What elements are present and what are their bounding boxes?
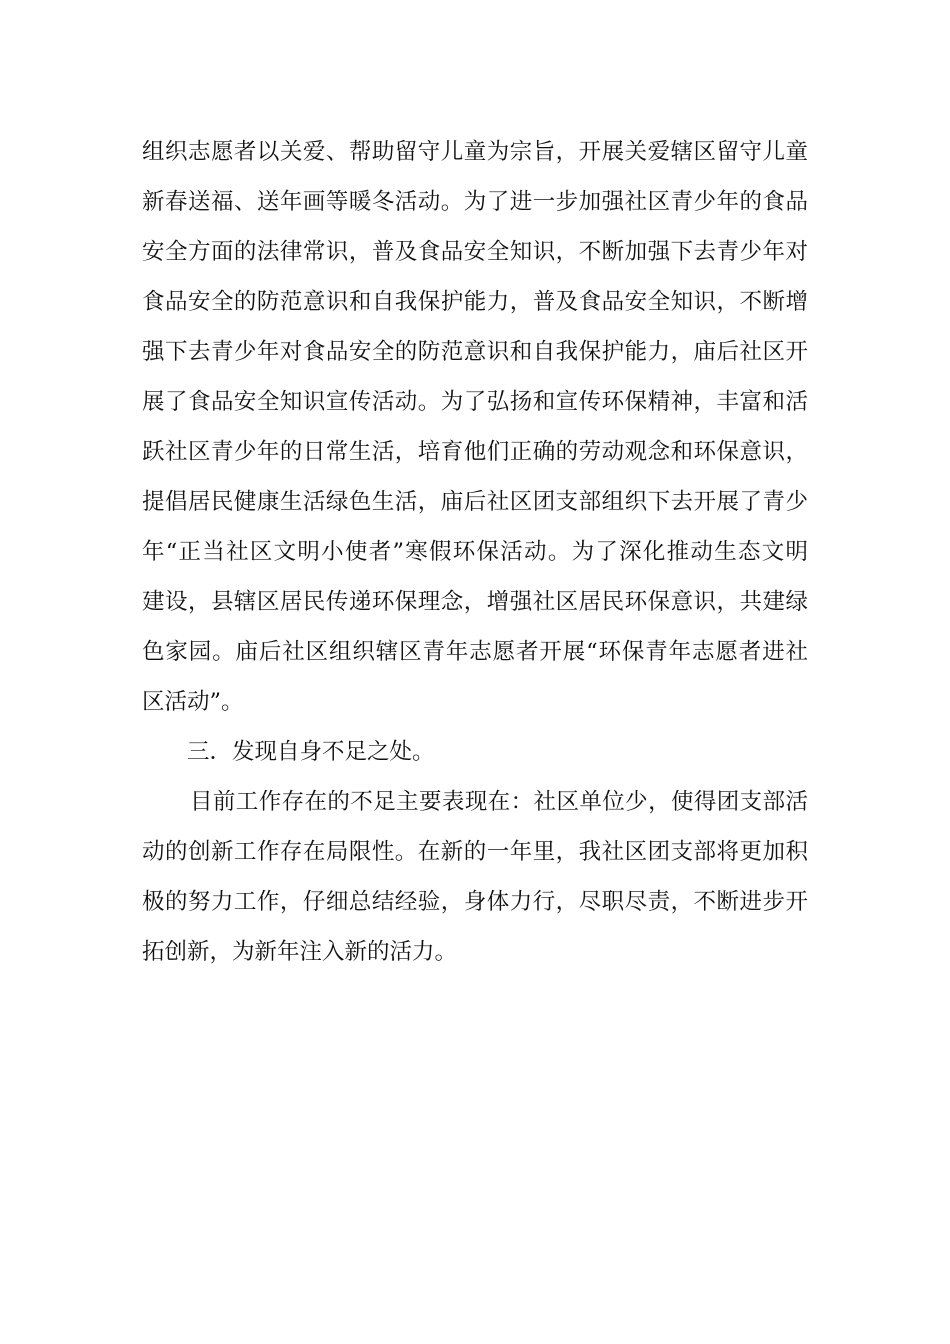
paragraph-line: 极的努力工作，仔细总结经验，身体力行，尽职尽责，不断进步开 — [142, 889, 808, 915]
paragraph-line: 强下去青少年对食品安全的防范意识和自我保护能力，庙后社区开 — [142, 339, 808, 365]
body-paragraph-activities — [142, 127, 808, 727]
paragraph-line: 食品安全的防范意识和自我保护能力，普及食品安全知识，不断增 — [142, 289, 808, 315]
paragraph-line: 目前工作存在的不足主要表现在：社区单位少，使得团支部活 — [190, 789, 808, 815]
paragraph-line: 提倡居民健康生活绿色生活，庙后社区团支部组织下去开展了青少 — [142, 489, 808, 515]
paragraph-line: 动的创新工作存在局限性。在新的一年里，我社区团支部将更加积 — [142, 839, 808, 865]
paragraph-line: 建设，县辖区居民传递环保理念，增强社区居民环保意识，共建绿 — [142, 589, 808, 615]
section-heading-text: 三．发现自身不足之处。 — [187, 739, 435, 765]
paragraph-line: 跃社区青少年的日常生活，培育他们正确的劳动观念和环保意识， — [142, 439, 808, 465]
paragraph-line: 组织志愿者以关爱、帮助留守儿童为宗旨，开展关爱辖区留守儿童 — [142, 139, 808, 165]
paragraph-line: 展了食品安全知识宣传活动。为了弘扬和宣传环保精神，丰富和活 — [142, 389, 808, 415]
body-paragraph-shortcomings — [142, 777, 808, 977]
paragraph-line: 色家园。庙后社区组织辖区青年志愿者开展“环保青年志愿者进社 — [142, 639, 808, 665]
paragraph-line: 安全方面的法律常识，普及食品安全知识，不断加强下去青少年对 — [142, 239, 808, 265]
paragraph-line: 区活动”。 — [142, 689, 244, 715]
section-heading-shortcomings — [142, 727, 808, 777]
paragraph-line: 年“正当社区文明小使者”寒假环保活动。为了深化推动生态文明 — [142, 539, 808, 565]
paragraph-line: 拓创新，为新年注入新的活力。 — [142, 939, 458, 965]
paragraph-line: 新春送福、送年画等暖冬活动。为了进一步加强社区青少年的食品 — [142, 189, 808, 215]
